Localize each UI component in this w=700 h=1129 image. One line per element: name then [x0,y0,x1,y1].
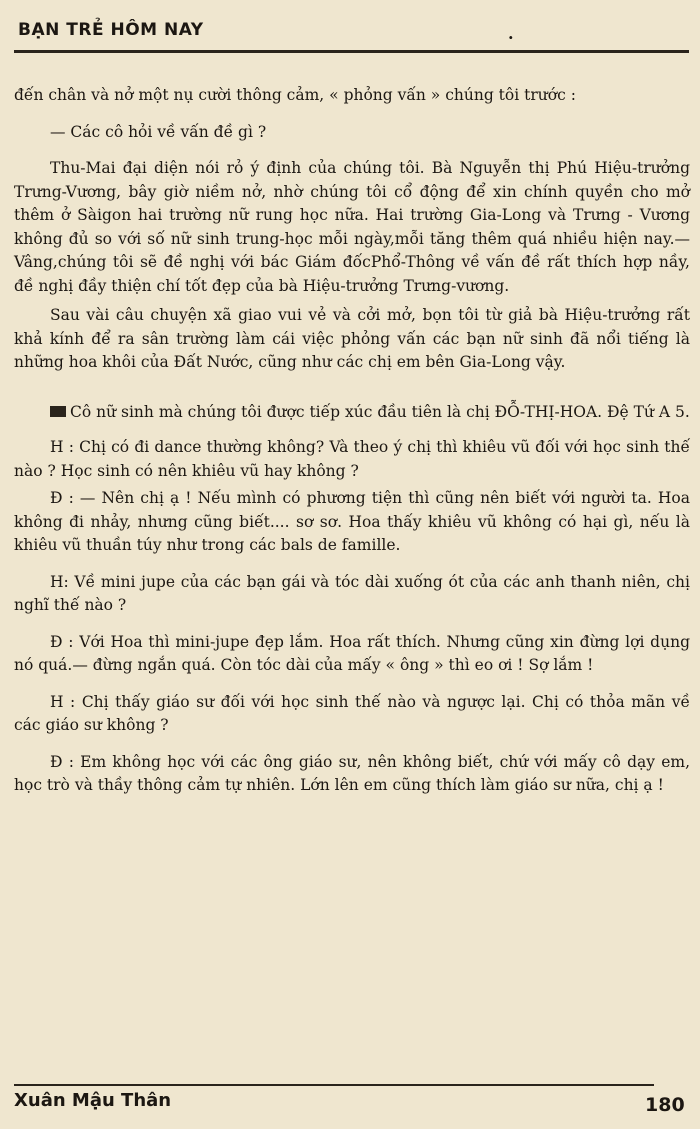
footer-rule [14,1084,654,1086]
paragraph-d3: Đ : Em không học với các ông giáo sư, nên không biết, chứ với mấy cô dạy em, học trò và thầy thông cảm tự nhiên. Lớn lên em cũng thích làm giáo sư nữa, chị ạ ! [14,752,690,794]
running-header: BẠN TRẺ HÔM NAY [18,20,204,40]
paragraph-d1: Đ : — Nên chị ạ ! Nếu mình có phương tiện thì cũng nên biết với người ta. Hoa không đi nhảy, nhưng cũng biết.... sơ sơ. Hoa thấy khiêu vũ không có hại gì, nếu là khiêu vũ thuần túy như trong các bals de famille. [14,489,690,554]
paragraph-h2: H: Về mini jupe của các bạn gái và tóc dài xuống ót của các anh thanh niên, chị nghĩ thế nào ? [14,572,690,614]
page-number: 180 [645,1094,685,1116]
paragraph-continuation: đến chân và nở một nụ cười thông cảm, « phỏng vấn » chúng tôi trước : [14,86,576,104]
paragraph-narrative-2: Sau vài câu chuyện xã giao vui vẻ và cởi mở, bọn tôi từ giả bà Hiệu-trưởng rất khả kính để ra sân trường làm cái việc phỏng vấn các bạn nữ sinh đã nổi tiếng là những hoa khôi của Đất Nước, cũng như các chị em bên Gia-Long vậy. [14,306,690,371]
article-body [14,84,690,798]
paragraph-h3: H : Chị thấy giáo sư đối với học sinh thế nào và ngược lại. Chị có thỏa mãn về các giáo sư không ? [14,692,690,734]
header-dot: . [508,24,514,43]
paragraph-narrative: Thu-Mai đại diện nói rỏ ý định của chúng tôi. Bà Nguyễn thị Phú Hiệu-trưởng Trưng-Vương, bây giờ niềm nở, nhờ chúng tôi cổ động để xin chính quyền cho mở thêm ở Sàigon hai trường nữ rung học nữa. Hai trường Gia-Long và Trưng - Vương không đủ so với số nữ sinh trung-học mỗi ngày,mỗi tăng thêm quá nhiều hiện nay.— Vâng,chúng tôi sẽ đề nghị với bác Giám đốcPhổ-Thông về vấn đề rất thích hợp nầy, đề nghị đầy thiện chí tốt đẹp của bà Hiệu-trưởng Trưng-vương. [14,159,690,295]
paragraph-intro-text: Cô nữ sinh mà chúng tôi được tiếp xúc đầu tiên là chị ĐỖ-THỊ-HOA. Đệ Tứ A 5. [70,402,690,421]
paragraph-question: — Các cô hỏi về vấn đề gì ? [50,122,267,141]
footer-title: Xuân Mậu Thân [14,1090,172,1111]
paragraph-h1: H : Chị có đi dance thường không? Và theo ý chị thì khiêu vũ đối với học sinh thế nào ? Học sinh có nên khiêu vũ hay không ? [14,438,690,480]
header-rule [14,50,689,53]
section-marker-icon [50,406,66,417]
paragraph-d2: Đ : Với Hoa thì mini-jupe đẹp lắm. Hoa rất thích. Nhưng cũng xin đừng lợi dụng nó quá.— đừng ngắn quá. Còn tóc dài của mấy « ông » thì eo ơi ! Sợ lắm ! [14,632,690,674]
paragraph-intro [14,401,690,425]
